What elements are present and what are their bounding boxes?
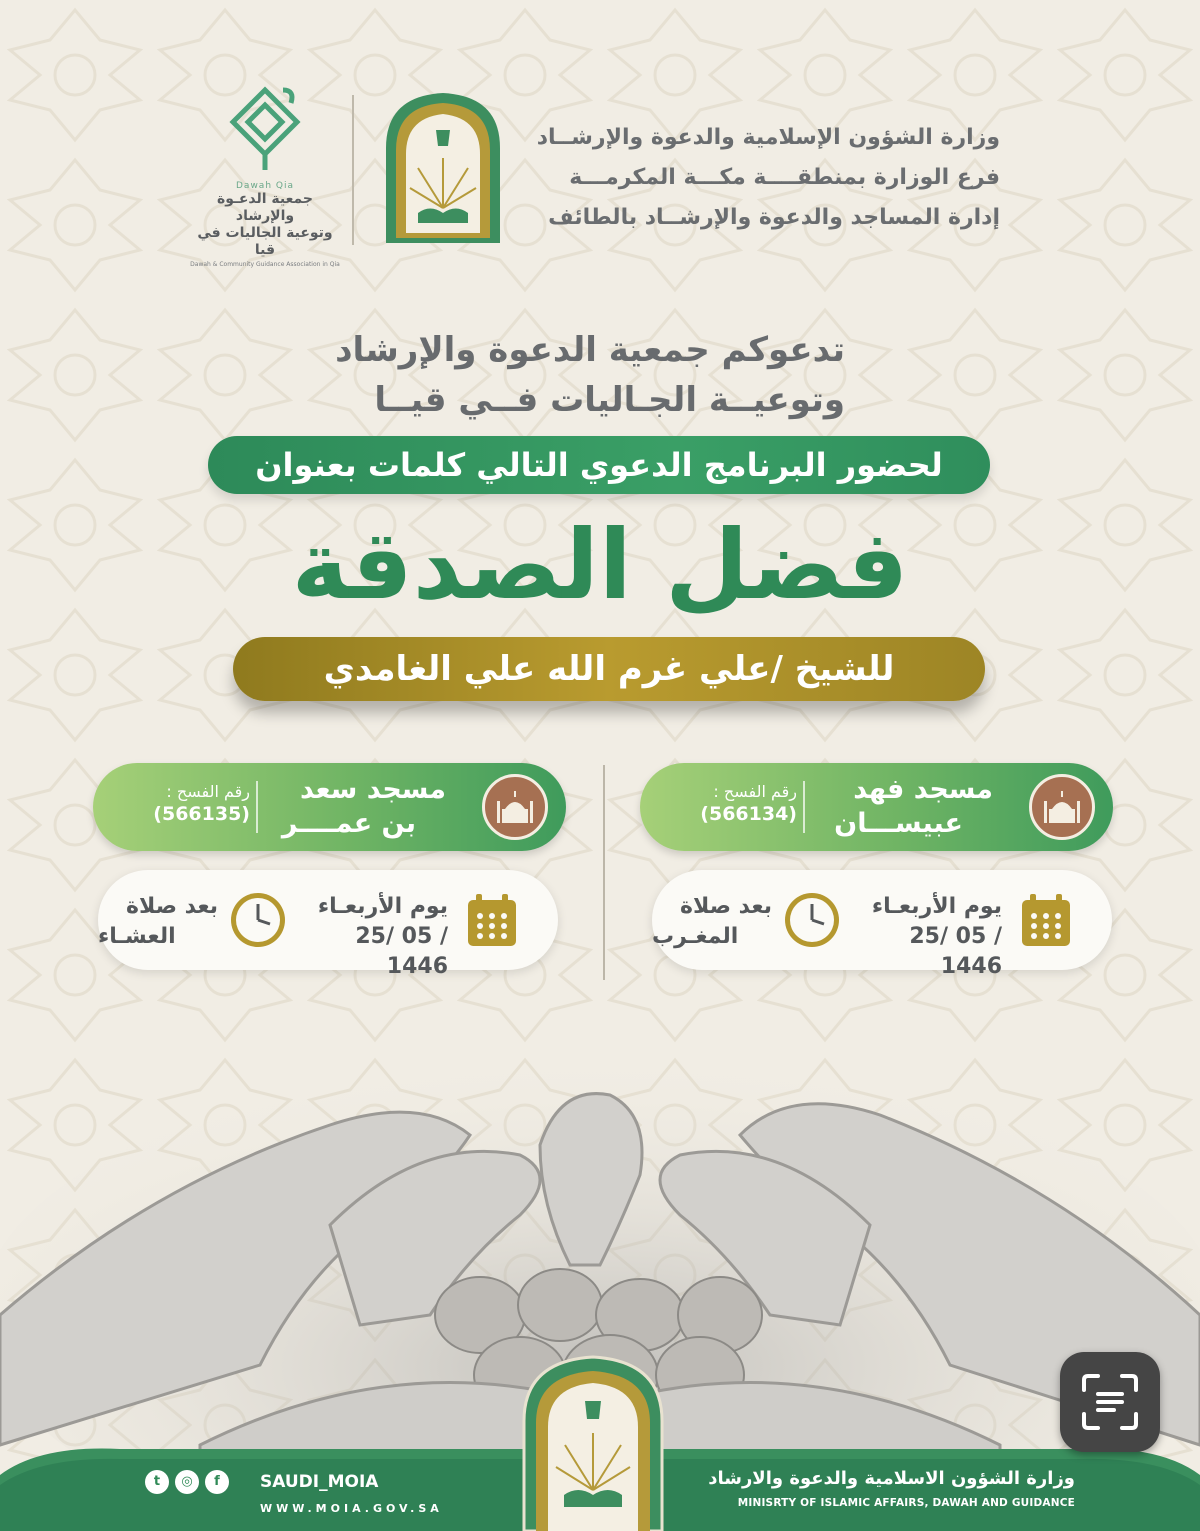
ministry-header-line: وزارة الشؤون الإسلامية والدعوة والإرشــاد [536, 125, 1000, 150]
time-card-fahd [652, 870, 1112, 979]
ministry-header [536, 118, 1000, 238]
invitation-line-1: تدعوكم جمعية الدعوة والإرشاد [335, 330, 845, 370]
prayer-time [98, 892, 218, 952]
mosque-name [813, 773, 993, 841]
permit-code [677, 781, 797, 825]
program-subtitle-banner: لحضور البرنامج الدعوي التالي كلمات بعنوان [208, 436, 990, 494]
mosque-icon [1029, 774, 1095, 840]
social-icons [145, 1470, 235, 1494]
mosque-name-line-1: مسجد سعد [299, 774, 446, 805]
calendar-icon [466, 892, 518, 948]
ministry-header-line: إدارة المساجد والدعوة والإرشــاد بالطائف [548, 205, 1000, 230]
facebook-icon[interactable]: f [205, 1470, 229, 1494]
dawah-qia-mark [225, 85, 305, 175]
event-day-label: يوم الأربعـاء [317, 894, 448, 919]
event-date: 25/ 05 / 1446 [355, 924, 448, 979]
prayer-time [652, 892, 772, 952]
footer-ministry-name [708, 1468, 1075, 1509]
event-day [288, 892, 448, 982]
prayer-name: العشـاء [98, 924, 176, 949]
dawah-caption-small: Dawah & Community Guidance Association in Qia [190, 261, 340, 268]
permit-code-label: رقم الفسح : [166, 782, 250, 801]
instagram-icon[interactable]: ◎ [175, 1470, 199, 1494]
scan-text-icon [1078, 1370, 1142, 1434]
twitter-icon[interactable]: t [145, 1470, 169, 1494]
event-day [842, 892, 1002, 982]
mosque-card-fahd [640, 763, 1113, 851]
mosque-name-line-2: بن عمــــر [281, 808, 416, 839]
clock-icon [228, 890, 288, 950]
calendar-icon [1020, 892, 1072, 948]
permit-code-label: رقم الفسح : [713, 782, 797, 801]
footer-ministry-en: MINISRTY OF ISLAMIC AFFAIRS, DAWAH AND GUIDANCE [737, 1497, 1075, 1509]
after-prayer-label: بعد صلاة [680, 894, 772, 919]
mosque-card-separator [803, 781, 805, 833]
footer-ministry-ar: وزارة الشؤون الاسلامية والدعوة والارشاد [708, 1468, 1075, 1489]
dawah-caption-ar-1: جمعية الدعـوة والإرشاد [217, 191, 313, 224]
speaker-banner: للشيخ /علي غرم الله علي الغامدي [233, 637, 985, 701]
social-handle: SAUDI_MOIA [260, 1472, 379, 1492]
ministry-header-line: فرع الوزارة بمنطقــــة مكـــة المكرمـــة [569, 165, 1000, 190]
permit-code-number: (566134) [700, 803, 797, 825]
clock-icon [782, 890, 842, 950]
dawah-caption-ar-2: وتوعية الجاليات في قيا [197, 225, 333, 258]
header-divider [352, 95, 354, 245]
mosque-card-saad [93, 763, 566, 851]
mosque-name [266, 773, 446, 841]
text-scan-button[interactable] [1060, 1352, 1160, 1452]
mosque-name-line-2: عبيســـان [834, 808, 963, 839]
moia-emblem-logo [378, 88, 508, 248]
invitation-line-2: وتوعيــة الجـاليات فــي قيــا [374, 380, 845, 420]
prayer-name: المغـرب [652, 924, 739, 949]
invitation-text [285, 325, 845, 425]
events-divider [603, 765, 605, 980]
permit-code [130, 781, 250, 825]
mosque-card-separator [256, 781, 258, 833]
time-card-saad [98, 870, 558, 979]
event-date: 25/ 05 / 1446 [909, 924, 1002, 979]
permit-code-number: (566135) [153, 803, 250, 825]
after-prayer-label: بعد صلاة [126, 894, 218, 919]
footer-moia-emblem [518, 1355, 668, 1531]
dawah-qia-logo [190, 85, 340, 268]
event-day-label: يوم الأربعـاء [871, 894, 1002, 919]
website-link[interactable]: WWW.MOIA.GOV.SA [260, 1502, 443, 1515]
dawah-caption-en: Dawah Qia [236, 181, 294, 191]
mosque-icon [482, 774, 548, 840]
program-title: فضل الصدقة [291, 509, 909, 621]
mosque-name-line-1: مسجد فهد [853, 774, 993, 805]
